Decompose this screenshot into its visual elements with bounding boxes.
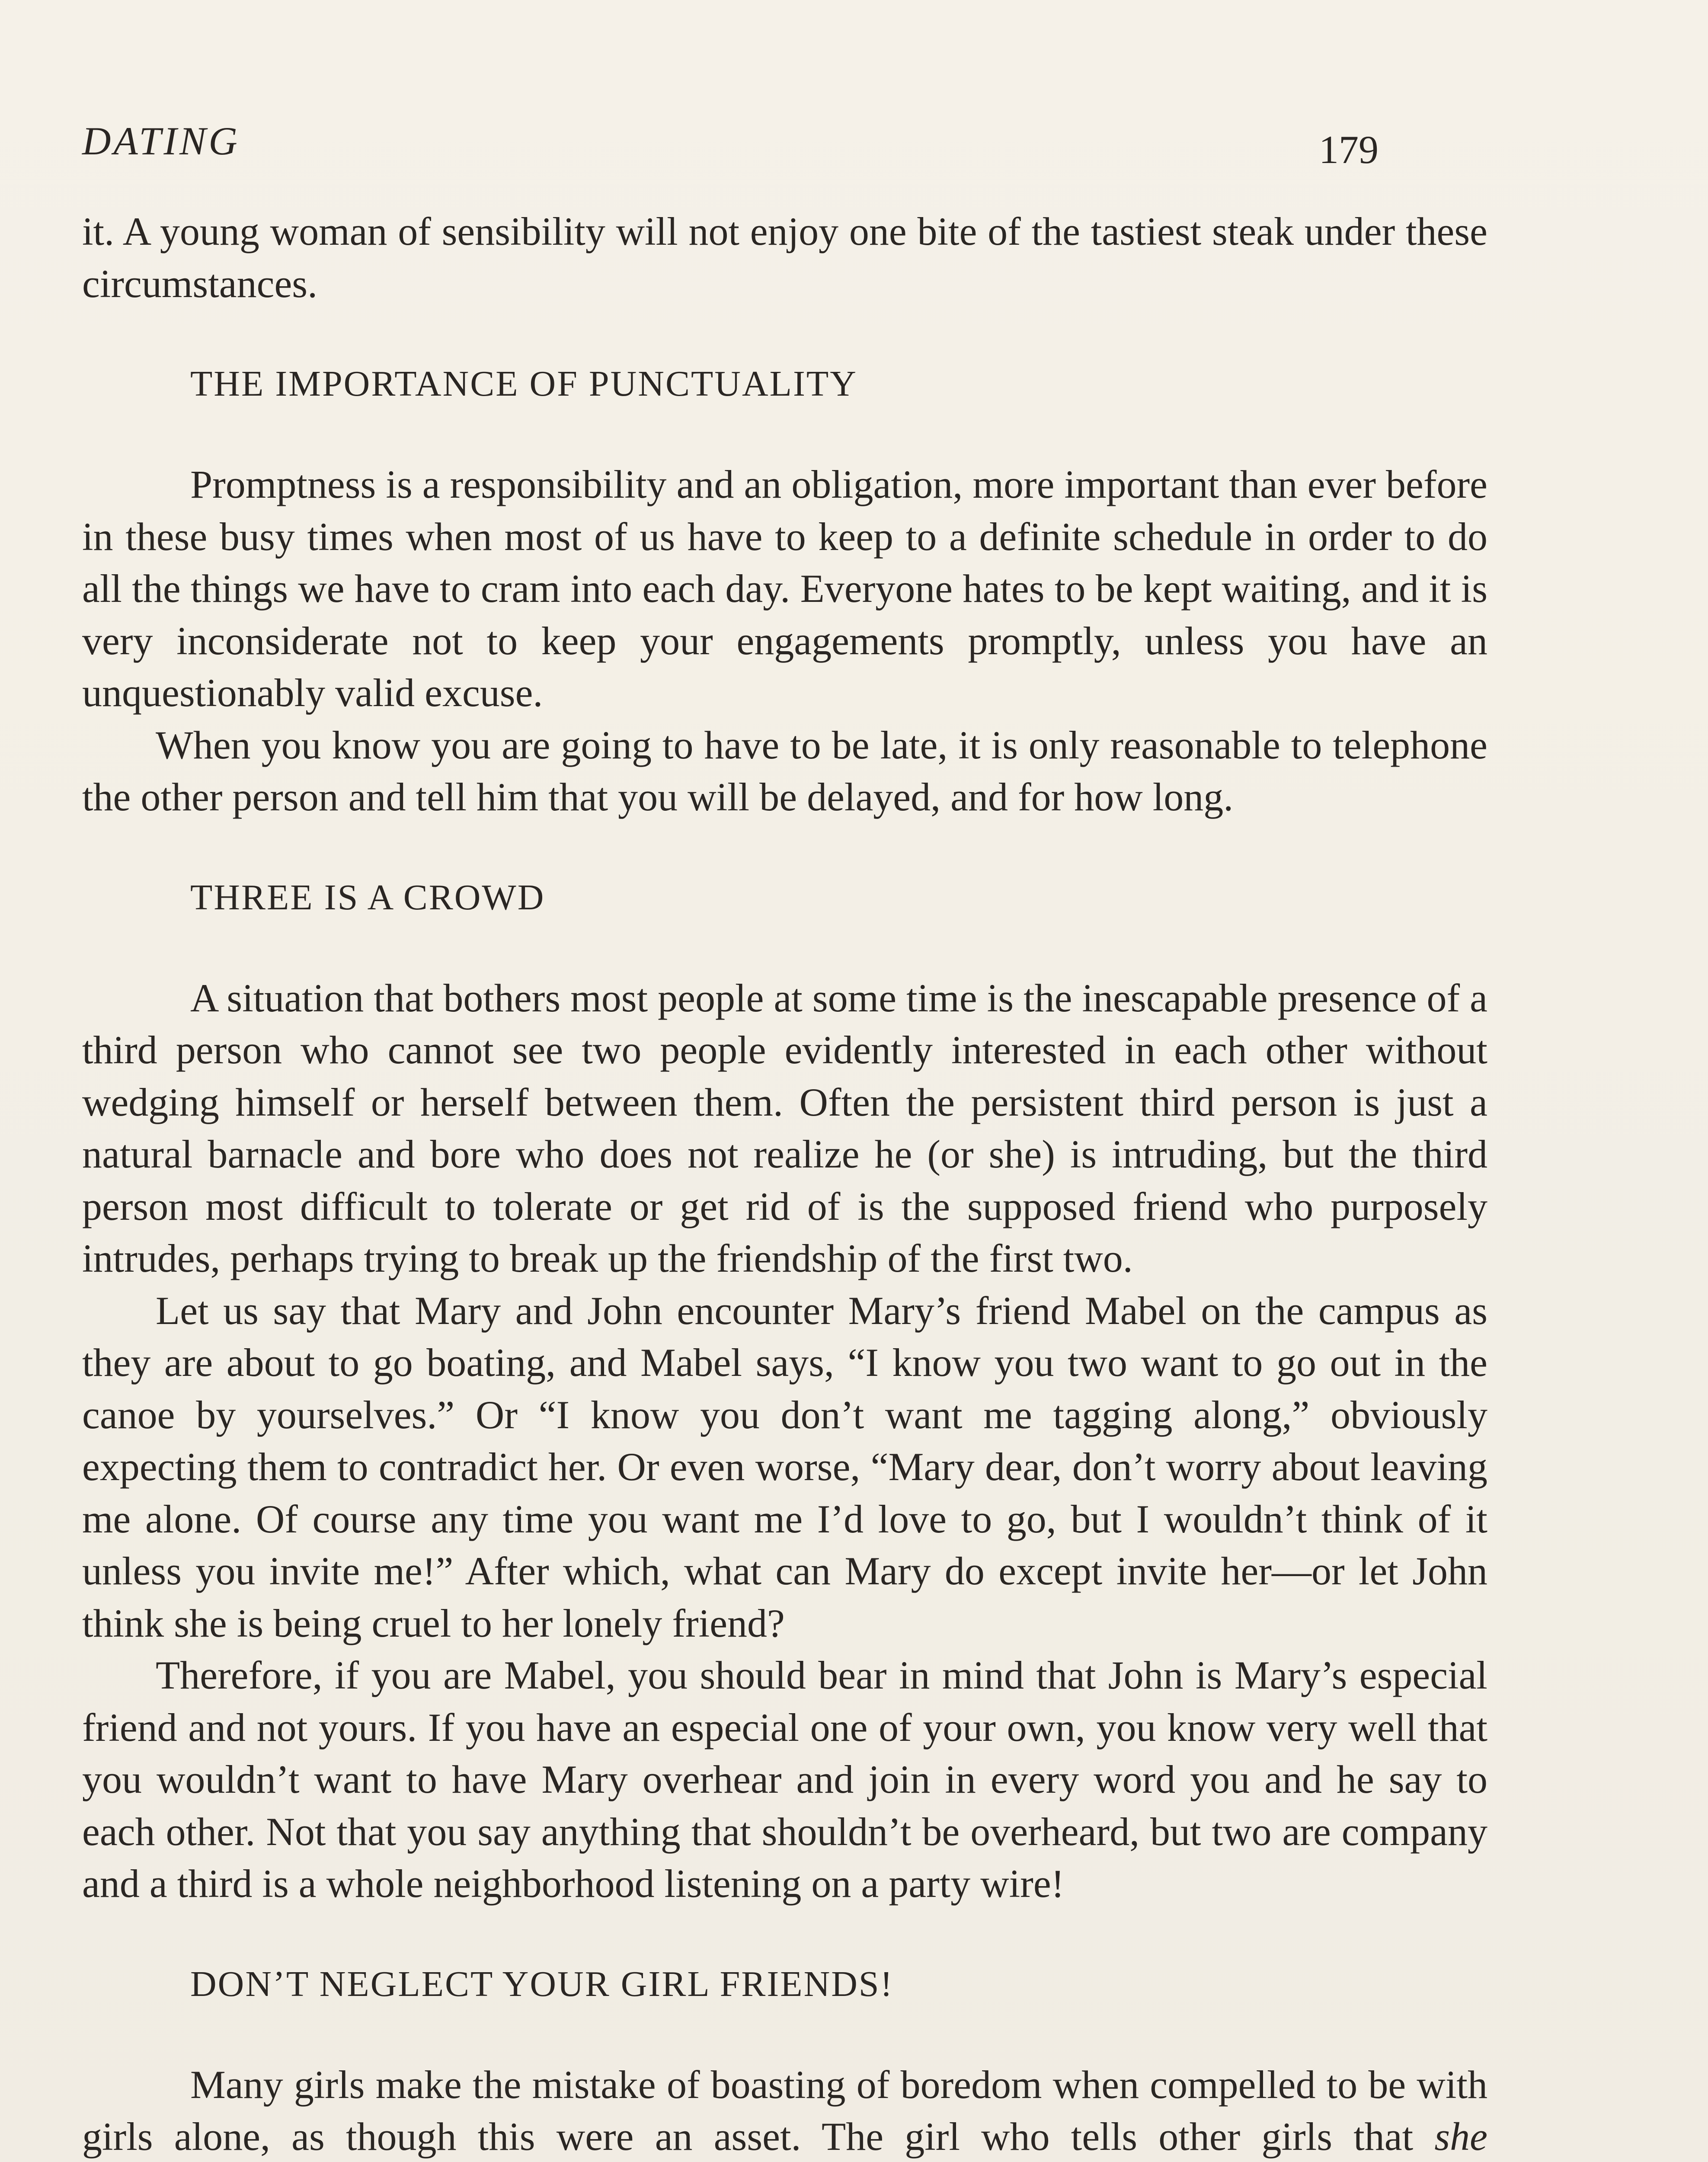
paragraph-girl-friends: [82, 2059, 1487, 2162]
paragraph-punctuality-2: When you know you are going to have to be late, it is only reasonable to telephone the other person and tell him that you will be delayed, and for how long.: [82, 723, 1487, 819]
paragraph-opening: it. A young woman of sensibility will not enjoy one bite of the tastiest steak under these circumstances.: [82, 209, 1487, 306]
heading-three-is-a-crowd: THREE IS A CROWD: [190, 877, 545, 918]
paragraph-crowd-2: Let us say that Mary and John encounter Mary’s friend Mabel on the campus as they are about to go boating, and Mabel says, “I know you two want to go out in the canoe by yourselves.” Or “I know you don’t want me tagging along,” obviously expecting them to contradict her. Or even worse, “Mary dear, don’t worry about leaving me alone. Of course any time you want me I’d love to go, but I wouldn’t think of it unless you invite me!” After which, what can Mary do except invite her—or let John think she is being cruel to her lonely friend?: [82, 1288, 1487, 1645]
paragraph-crowd-1: A situation that bothers most people at some time is the inescapable presence of a third person who cannot see two people evidently interested in each other without wedging himself or herself between them. Often the persistent third person is just a natural barnacle and bore who does not realize he (or she) is intruding, but the third person most difficult to tolerate or get rid of is the supposed friend who purposely intrudes, perhaps trying to break up the friendship of the first two.: [82, 975, 1487, 1280]
paragraph-punctuality-1: Promptness is a responsibility and an obligation, more important than ever before in these busy times when most of us have to keep to a definite schedule in order to do all the things we have to cram into each day. Everyone hates to be kept waiting, and it is very inconsiderate not to keep your engagements promptly, unless you have an unquestionably valid excuse.: [82, 462, 1487, 715]
paragraph-crowd-3: Therefore, if you are Mabel, you should bear in mind that John is Mary’s especial friend and not yours. If you have an especial one of your own, you know very well that you wouldn’t want to have Mary overhear and join in every word you and he say to each other. Not that you say anything that shouldn’t be overheard, but two are company and a third is a whole neighborhood listening on a party wire!: [82, 1653, 1487, 1906]
paragraph-girl-friends-emphasis: she: [1434, 2114, 1487, 2159]
page-number: 179: [1319, 128, 1379, 172]
heading-punctuality: THE IMPORTANCE OF PUNCTUALITY: [190, 364, 857, 404]
running-head: DATING: [82, 119, 240, 163]
paragraph-girl-friends-part-1: Many girls make the mistake of boasting of boredom when compelled to be with girls alone, as though this were an asset. The girl who tells other girls that: [82, 2062, 1487, 2159]
heading-girl-friends: DON’T NEGLECT YOUR GIRL FRIENDS!: [190, 1964, 894, 2004]
page-body: [82, 205, 1487, 2162]
